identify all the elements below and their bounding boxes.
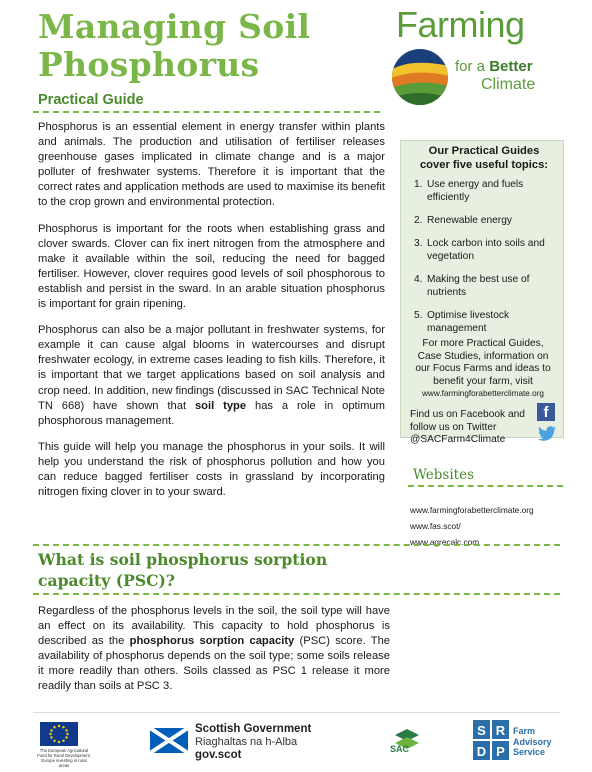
facebook-icon[interactable]: f xyxy=(537,403,555,421)
website-link[interactable]: www.fas.scot/ xyxy=(410,521,461,531)
svg-text:R: R xyxy=(495,723,506,738)
website-link[interactable]: www.agrecalc.com xyxy=(410,537,480,547)
list-item: 2. Renewable energy xyxy=(414,215,512,226)
intro-paragraph-2: Phosphorus is important for the roots when establishing grass and clover swards. Clover can fix inert nitrogen from the atmosphere and make it available within the soil, reducing the need for bagged fertiliser. However, clover requires good levels of soil phosphorous to establish and persist in the sward. In an arable situation phosphorus is important for grain ripening. xyxy=(38,222,385,311)
sac-logo-text: SAC xyxy=(390,744,410,754)
intro-paragraph-4: This guide will help you manage the phosphorus in your soils. It will help you understand the risk of phosphorus pollution and how you can reduce bagged fertiliser costs in grassland by incorporating nitrogen fixing clover in to your sward. xyxy=(38,440,385,499)
title-line-2: Phosphorus xyxy=(38,45,260,84)
eu-flag-icon xyxy=(40,722,78,746)
farming-logo-icon xyxy=(391,48,449,106)
dashed-divider xyxy=(408,485,563,487)
srdp-logo-icon xyxy=(473,720,509,760)
page-title xyxy=(38,8,368,84)
svg-text:S: S xyxy=(477,723,486,738)
eu-caption: The European Agricultural Fund for Rural Development: Europe investing in rural areas xyxy=(37,748,91,768)
list-item: 1. Use energy and fuels efficiently xyxy=(414,179,524,203)
scottish-government-gaelic: Riaghaltas na h-Alba xyxy=(195,736,298,748)
saltire-flag-icon xyxy=(150,728,188,753)
twitter-icon[interactable] xyxy=(537,426,557,442)
guides-list xyxy=(414,178,559,345)
intro-paragraph-3: Phosphorus can also be a major pollutant in freshwater systems, for example it can cause algal blooms in watercourses and disrupt freshwater ecology, in extreme cases leading to fish kills. Therefore, it is important that we target applications based on soil analysis and crop need. In addition, new findings (discussed in SAC Technical Note TN 668) have shown that soil type has a role in optimum phosphorous management. xyxy=(38,324,386,427)
footer-divider xyxy=(33,712,560,713)
guides-heading: Our Practical Guides cover five useful topics: xyxy=(419,145,549,171)
scottish-government-name: Scottish Government xyxy=(195,723,312,735)
svg-text:D: D xyxy=(476,744,487,759)
websites-heading: Websites xyxy=(413,467,474,483)
scottish-government-web: gov.scot xyxy=(195,749,242,761)
list-item: 4. Making the best use of nutrients xyxy=(414,274,530,298)
logo-farming-text: Farming xyxy=(396,4,525,45)
svg-text:P: P xyxy=(496,744,505,759)
farm-advisory-service-logo: Farm Advisory Service xyxy=(513,726,552,757)
twitter-handle[interactable]: @SACFarm4Climate xyxy=(410,434,506,445)
guides-website-link[interactable]: www.farmingforabetterclimate.org xyxy=(422,389,544,398)
section-heading-psc: What is soil phosphorus sorption capacity (PSC)? xyxy=(38,550,328,590)
list-item: 3. Lock carbon into soils and vegetation xyxy=(414,238,545,262)
website-link[interactable]: www.farmingforabetterclimate.org xyxy=(410,505,534,515)
intro-paragraph-1: Phosphorus is an essential element in energy transfer within plants and animals. The production and utilisation of fertiliser releases greenhouse gases implicated in climate change and is a major polluter of freshwater systems. Therefore it is important that the correct rates and application methods are used to maximise its benefit to the crop grown and environmental protection. xyxy=(38,121,385,209)
logo-climate: Climate xyxy=(481,76,536,93)
intro-text xyxy=(38,120,385,511)
title-line-1: Managing Soil xyxy=(38,7,311,46)
page-subtitle: Practical Guide xyxy=(38,92,144,108)
social-text: Find us on Facebook and follow us on Twitter @SACFarm4Climate xyxy=(410,409,534,447)
psc-paragraph: Regardless of the phosphorus levels in the soil, the soil type will have an effect on its availability. This capacity to hold phosphorus is described as the phosphorus sorption capacity (PSC) score. The availability of phosphorus depends on the soil type; some soils release it more readily than others. Soils classed as PSC 1 release it more readily than soils at PSC 3. xyxy=(38,605,391,693)
sac-logo-icon xyxy=(393,720,421,760)
logo-for-a-better: for a Better xyxy=(455,58,533,75)
list-item: 5. Optimise livestock management xyxy=(414,310,510,334)
guides-more-text: For more Practical Guides, Case Studies, information on our Focus Farms and ideas to benefit your farm, visit xyxy=(415,338,551,387)
dashed-divider xyxy=(33,111,380,113)
dashed-divider xyxy=(33,544,560,546)
dashed-divider xyxy=(33,593,560,595)
